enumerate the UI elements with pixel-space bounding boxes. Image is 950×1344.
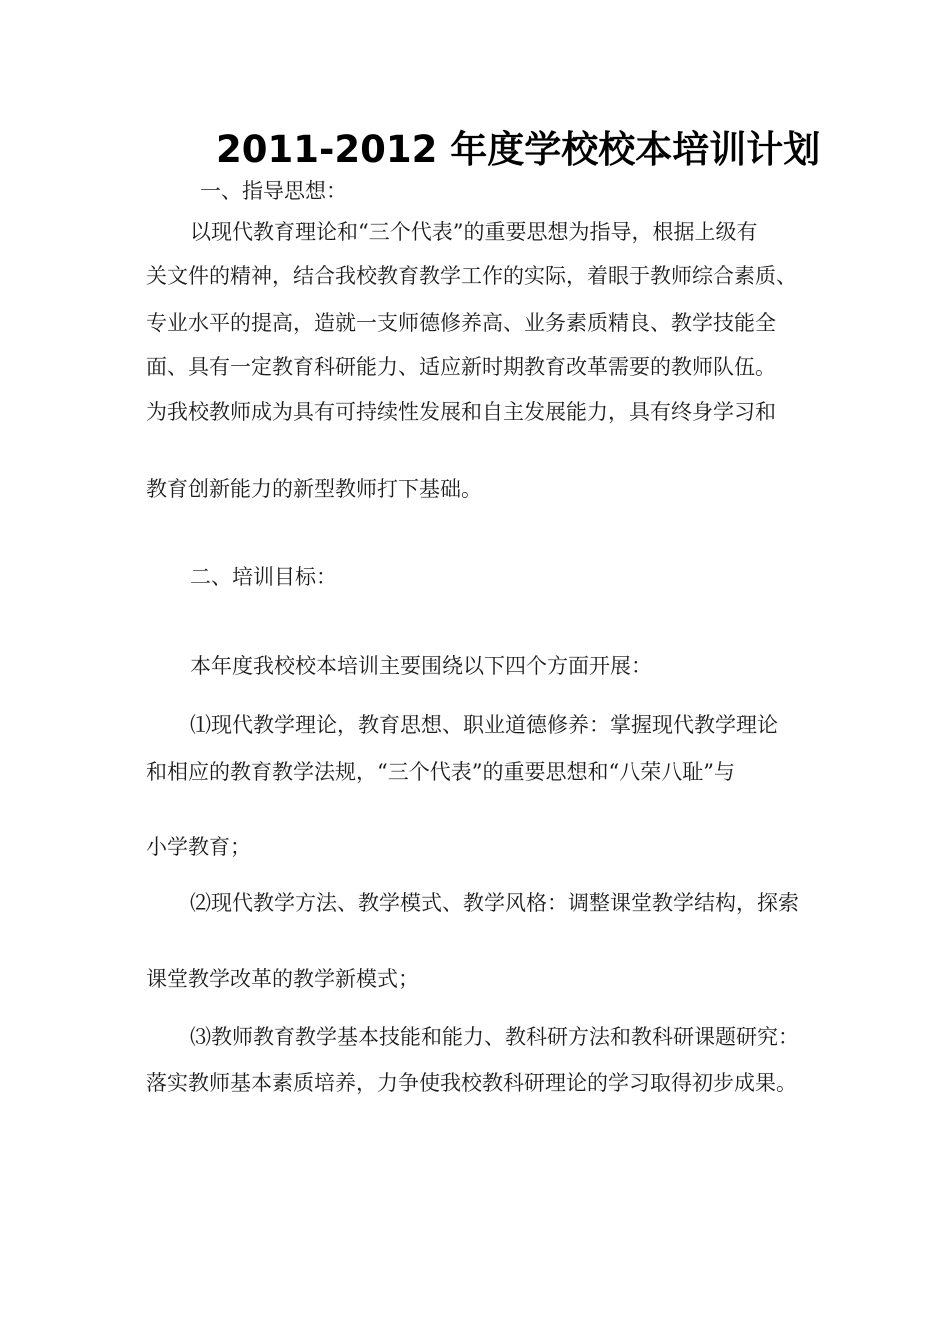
list-item-line: 小学教育； <box>146 835 251 859</box>
list-item-line: ⑴现代教学理论，教育思想、职业道德修养：掌握现代教学理论 <box>190 713 778 737</box>
list-item-line: 落实教师基本素质培养，力争使我校教科研理论的学习取得初步成果。 <box>146 1071 797 1095</box>
list-item-line: ⑶教师教育教学基本技能和能力、教科研方法和教科研课题研究： <box>190 1025 799 1049</box>
document-title: 2011-2012 年度学校校本培训计划 <box>216 128 821 171</box>
paragraph-line: 本年度我校校本培训主要围绕以下四个方面开展： <box>190 654 652 678</box>
paragraph-line: 教育创新能力的新型教师打下基础。 <box>146 477 482 501</box>
paragraph-line: 面、具有一定教育科研能力、适应新时期教育改革需要的教师队伍。 <box>146 355 776 379</box>
paragraph-line: 以现代教育理论和“三个代表”的重要思想为指导，根据上级有 <box>190 220 758 244</box>
section-heading-guiding-thought: 一、指导思想： <box>200 179 347 203</box>
paragraph-line: 关文件的精神，结合我校教育教学工作的实际，着眼于教师综合素质、 <box>146 264 797 288</box>
list-item-line: 课堂教学改革的教学新模式； <box>146 967 419 991</box>
paragraph-line: 专业水平的提高，造就一支师德修养高、业务素质精良、教学技能全 <box>146 311 776 335</box>
list-item-line: ⑵现代教学方法、教学模式、教学风格：调整课堂教学结构，探索 <box>190 891 799 915</box>
paragraph-line: 为我校教师成为具有可持续性发展和自主发展能力，具有终身学习和 <box>146 400 776 424</box>
section-heading-training-goals: 二、培训目标： <box>190 565 337 589</box>
list-item-line: 和相应的教育教学法规，“三个代表”的重要思想和“八荣八耻”与 <box>146 760 735 784</box>
